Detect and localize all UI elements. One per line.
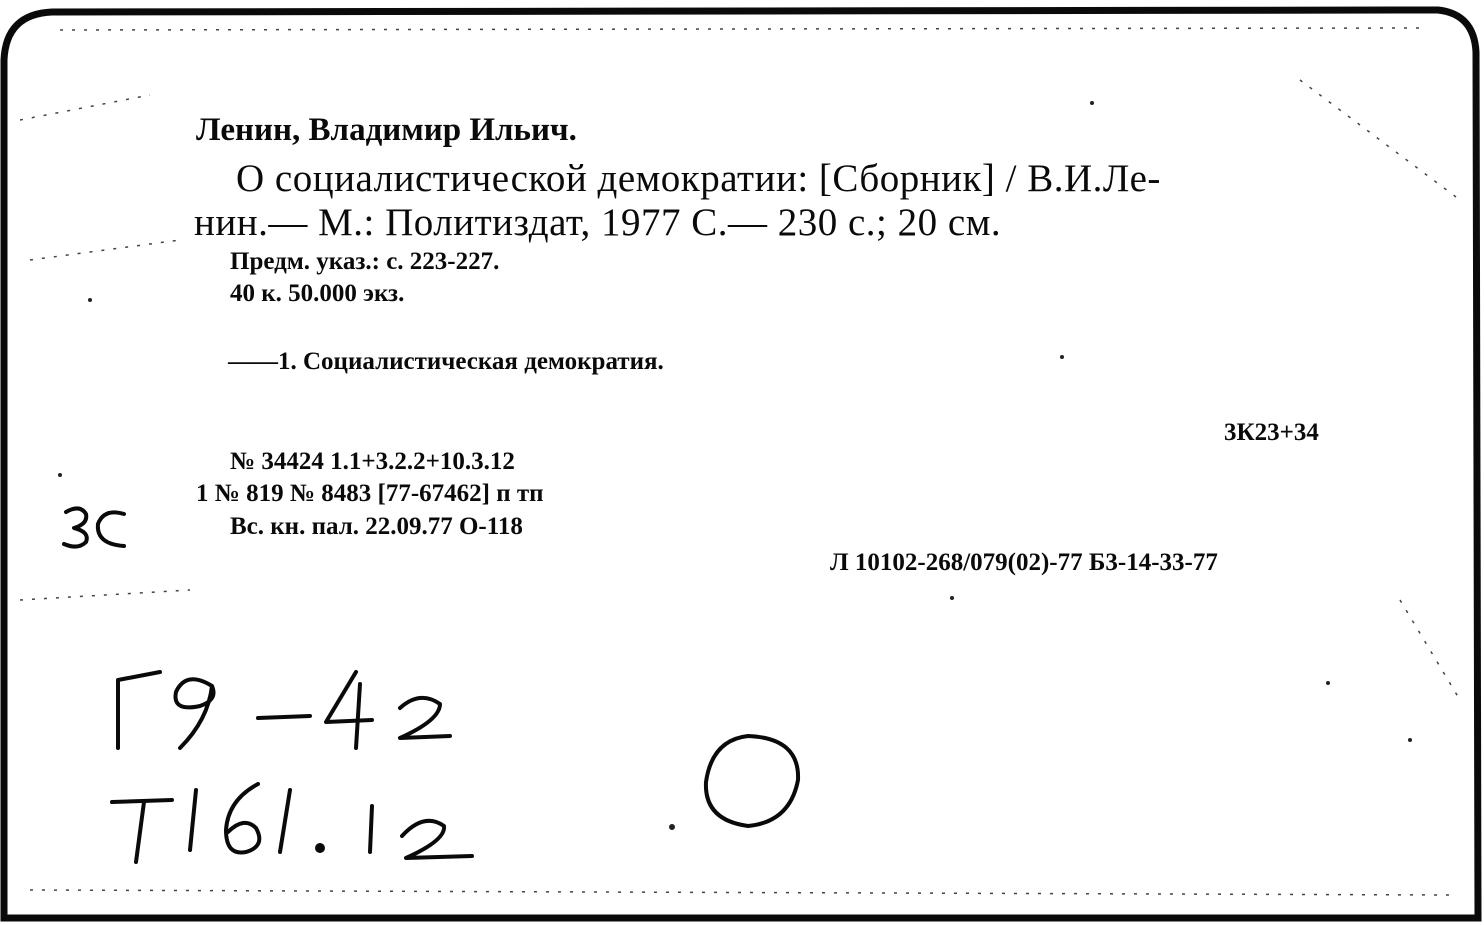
index-note: Предм. указ.: с. 223-227. bbox=[230, 248, 500, 275]
price-note: 40 к. 50.000 экз. bbox=[230, 280, 405, 307]
handwritten-shelf-line-2 bbox=[112, 784, 472, 862]
catalog-code: Л 10102-268/079(02)-77 Б3-14-33-77 bbox=[830, 549, 1218, 576]
print-info-line-3: Вс. кн. пал. 22.09.77 О-118 bbox=[230, 513, 523, 540]
handwritten-margin-mark bbox=[64, 508, 124, 546]
author-heading: Ленин, Владимир Ильич. bbox=[196, 112, 577, 148]
handwritten-shelf-line-1 bbox=[118, 672, 450, 748]
title-line-1: О социалистической демократии: [Сборник] / В.И.Ле- bbox=[236, 157, 1161, 200]
print-info-line-1: № 34424 1.1+3.2.2+10.3.12 bbox=[230, 448, 515, 475]
handwritten-circle-mark bbox=[706, 736, 798, 826]
print-info-line-2: 1 № 819 № 8483 [77-67462] п тп bbox=[196, 480, 544, 507]
title-line-2: нин.— М.: Политиздат, 1977 С.— 230 с.; 20 см. bbox=[194, 201, 1002, 244]
classification-code: 3К23+34 bbox=[1224, 419, 1319, 446]
subject-heading: ——1. Социалистическая демократия. bbox=[228, 348, 664, 375]
